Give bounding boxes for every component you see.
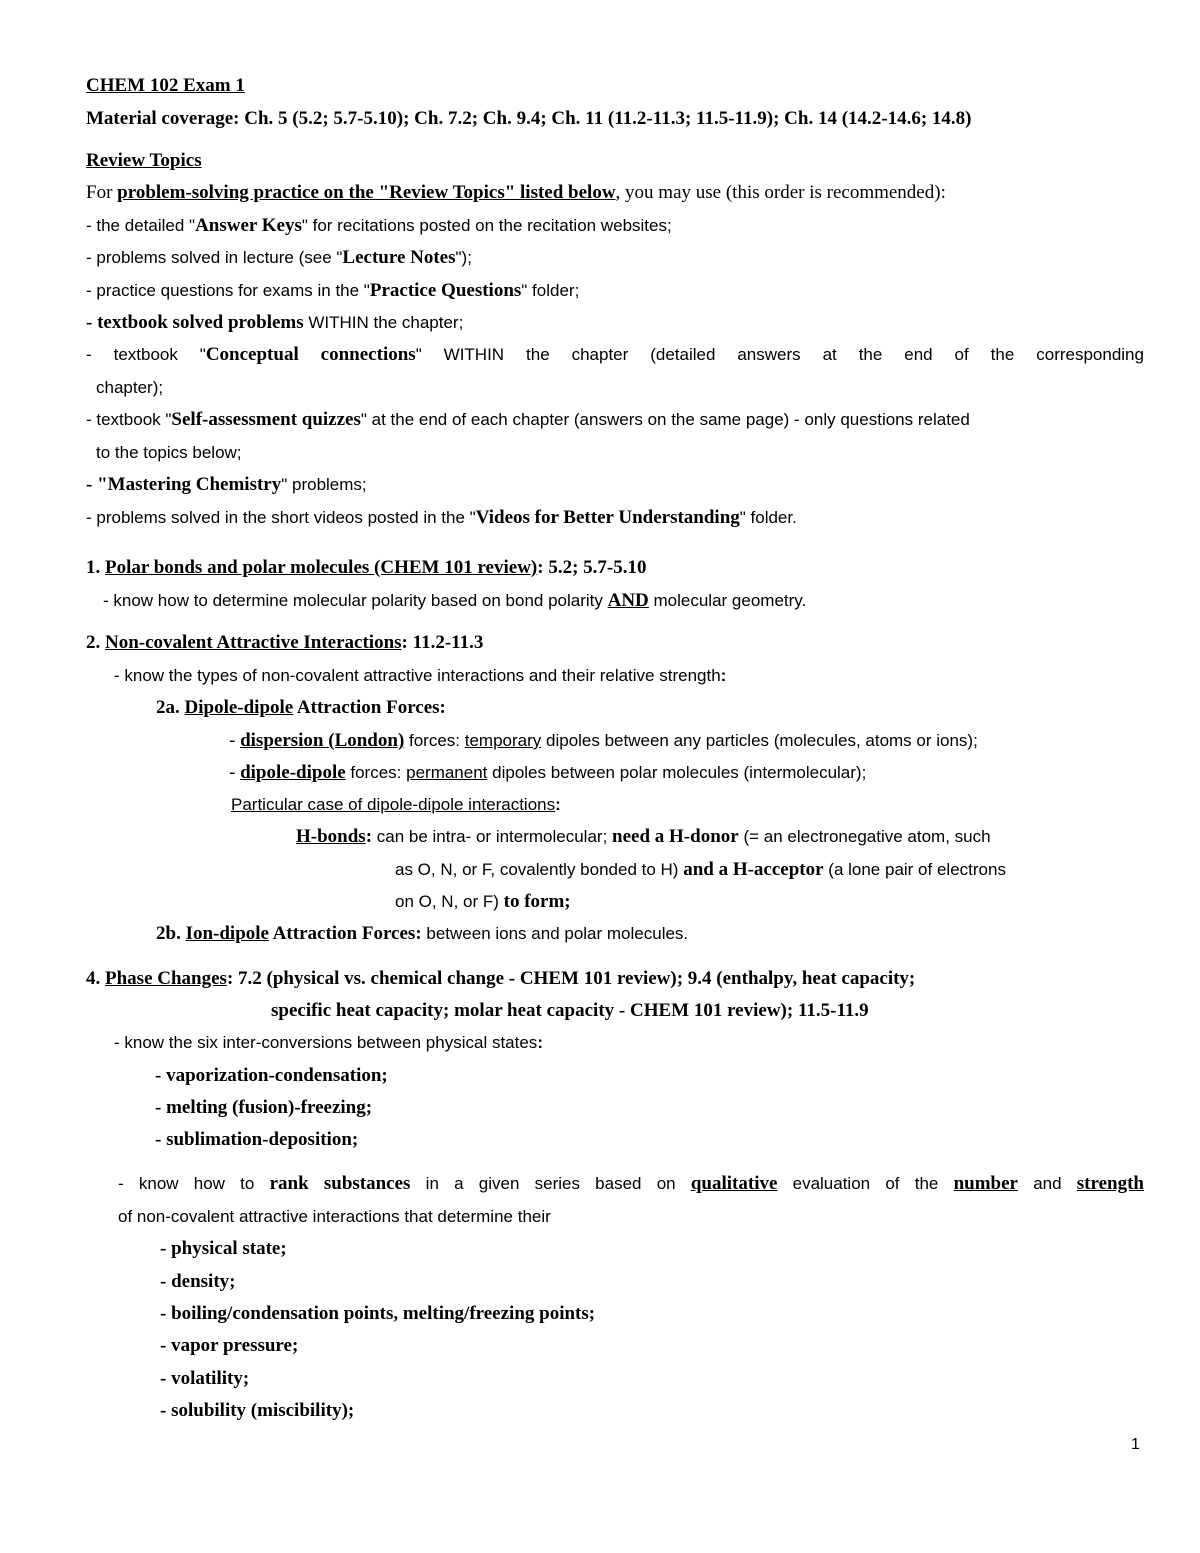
- section-2-heading: 2. Non-covalent Attractive Interactions: 11.2-11.3: [86, 632, 484, 653]
- list-item: - "Mastering Chemistry" problems;: [86, 474, 367, 495]
- section-4-heading-continuation: specific heat capacity; molar heat capacity - CHEM 101 review); 11.5-11.9: [271, 1000, 869, 1021]
- list-item: - solubility (miscibility);: [160, 1400, 355, 1421]
- rank-line-continuation: of non-covalent attractive interactions that determine their: [118, 1207, 551, 1226]
- material-coverage: Material coverage: Ch. 5 (5.2; 5.7-5.10); Ch. 7.2; Ch. 9.4; Ch. 11 (11.2-11.3; 11.5-11.9); Ch. 14 (14.2-14.6; 14.8): [86, 108, 972, 129]
- exam-title: CHEM 102 Exam 1: [86, 75, 245, 96]
- list-item: - vaporization-condensation;: [155, 1065, 388, 1086]
- list-item: - textbook solved problems WITHIN the chapter;: [86, 312, 464, 333]
- section-1-heading: 1. Polar bonds and polar molecules (CHEM 101 review): 5.2; 5.7-5.10: [86, 557, 647, 578]
- subsection-2a-heading: 2a. Dipole-dipole Attraction Forces:: [156, 697, 446, 718]
- list-item: - volatility;: [160, 1368, 250, 1389]
- list-item: - problems solved in lecture (see "Lecture Notes");: [86, 247, 472, 268]
- review-topics-heading: Review Topics: [86, 150, 202, 171]
- page-number: 1: [1131, 1436, 1140, 1453]
- dipole-dipole-line: - dipole-dipole forces: permanent dipoles between polar molecules (intermolecular);: [229, 762, 867, 783]
- list-item: - density;: [160, 1271, 236, 1292]
- rank-line: - know how to rank substances in a given series based on qualitative evaluation of the number and strength: [118, 1173, 1144, 1194]
- h-bonds-line-2: as O, N, or F, covalently bonded to H) and a H-acceptor (a lone pair of electrons: [395, 859, 1006, 880]
- list-item: - boiling/condensation points, melting/freezing points;: [160, 1303, 596, 1324]
- particular-case-line: Particular case of dipole-dipole interactions:: [231, 795, 561, 814]
- dispersion-line: - dispersion (London) forces: temporary dipoles between any particles (molecules, atoms or ions);: [229, 730, 978, 751]
- section-4-line: - know the six inter-conversions between physical states:: [114, 1033, 543, 1052]
- list-item: - problems solved in the short videos posted in the "Videos for Better Understanding" folder.: [86, 507, 797, 528]
- section-4-heading: 4. Phase Changes: 7.2 (physical vs. chemical change - CHEM 101 review); 9.4 (enthalpy, heat capacity;: [86, 968, 916, 989]
- list-item-continuation: chapter);: [96, 378, 164, 397]
- h-bonds-line-1: H-bonds: can be intra- or intermolecular; need a H-donor (= an electronegative atom, such: [296, 826, 991, 847]
- list-item-continuation: to the topics below;: [96, 443, 242, 462]
- list-item: - textbook "Self-assessment quizzes" at the end of each chapter (answers on the same page) - only questions related: [86, 409, 970, 430]
- list-item: - melting (fusion)-freezing;: [155, 1097, 373, 1118]
- section-2-line: - know the types of non-covalent attractive interactions and their relative strength:: [114, 666, 727, 685]
- list-item: - textbook "Conceptual connections" WITHIN the chapter (detailed answers at the end of the corresponding: [86, 344, 1144, 365]
- list-item: - physical state;: [160, 1238, 287, 1259]
- list-item: - vapor pressure;: [160, 1335, 299, 1356]
- subsection-2b-heading: 2b. Ion-dipole Attraction Forces: between ions and polar molecules.: [156, 923, 689, 944]
- list-item: - the detailed "Answer Keys" for recitations posted on the recitation websites;: [86, 215, 672, 236]
- h-bonds-line-3: on O, N, or F) to form;: [395, 891, 571, 912]
- list-item: - sublimation-deposition;: [155, 1129, 359, 1150]
- review-intro: For problem-solving practice on the "Review Topics" listed below, you may use (this order is recommended):: [86, 182, 946, 203]
- list-item: - practice questions for exams in the "Practice Questions" folder;: [86, 280, 580, 301]
- section-1-line: - know how to determine molecular polarity based on bond polarity AND molecular geometry.: [103, 590, 807, 611]
